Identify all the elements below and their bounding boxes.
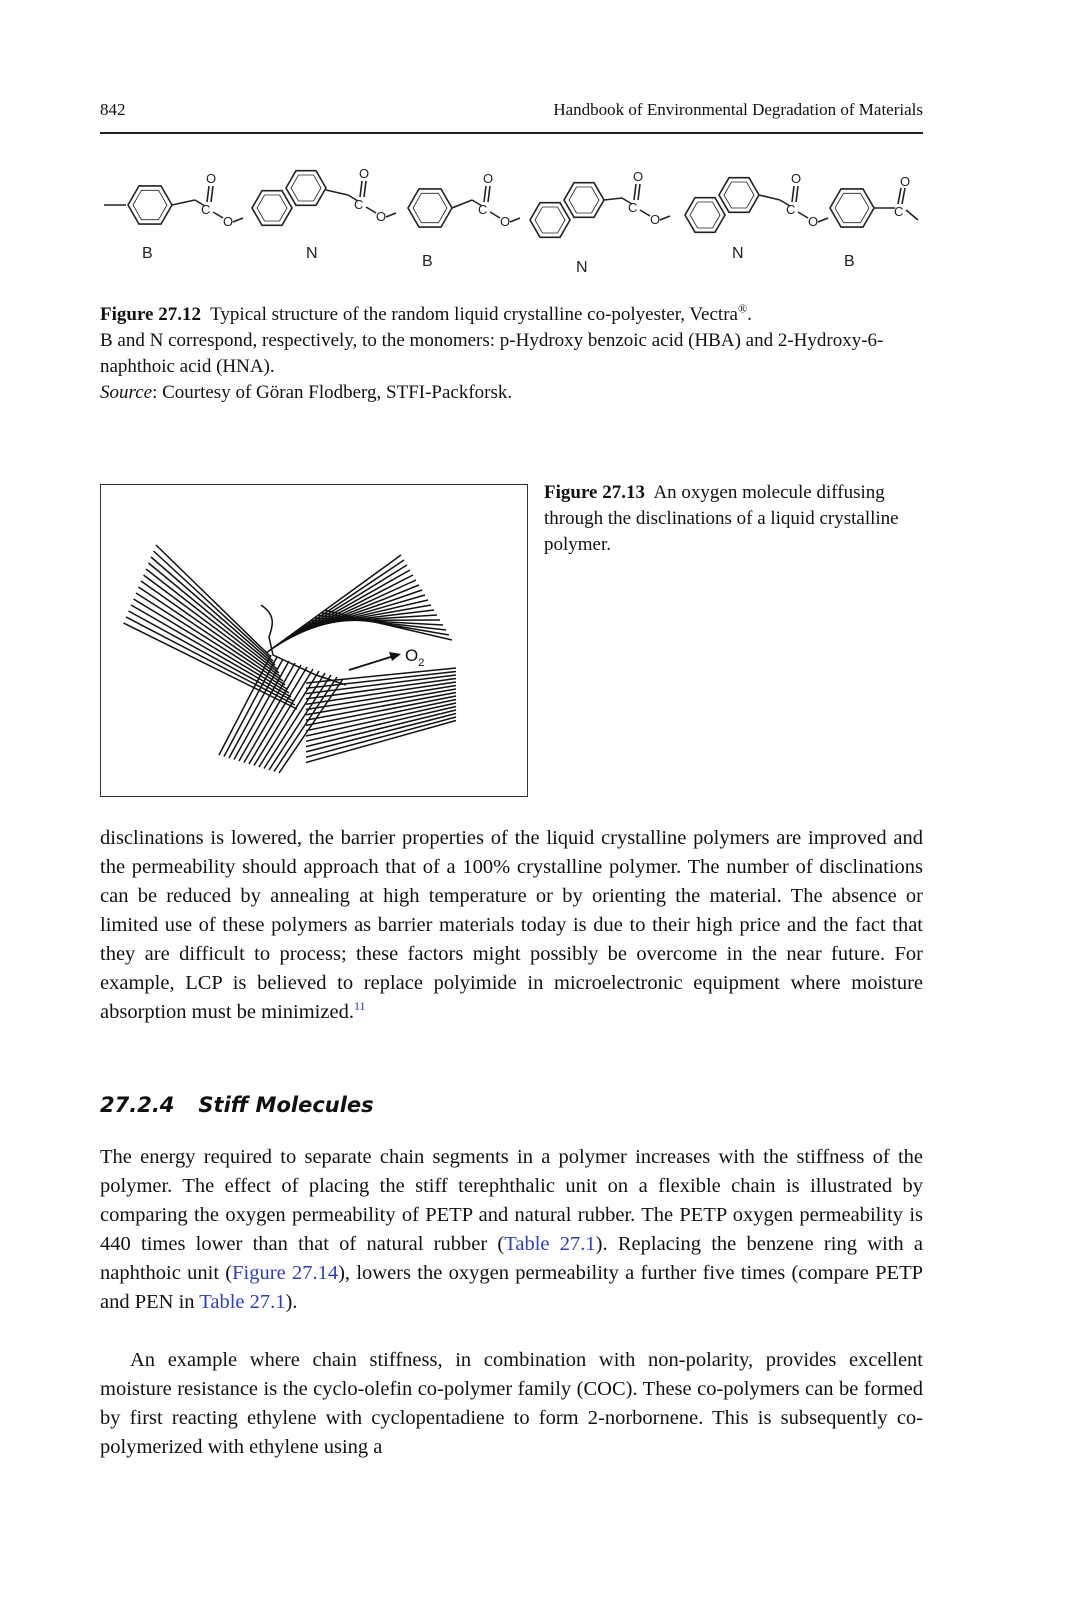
figure-27-13-caption xyxy=(544,480,904,558)
section-number: 27.2.4 xyxy=(100,1093,175,1117)
ester-1-carbonyl-o: O xyxy=(206,171,217,186)
paragraph-2-text-d: ). xyxy=(285,1291,298,1313)
ester-1-ester-o: O xyxy=(223,214,234,229)
reference-11-link[interactable]: 11 xyxy=(353,999,366,1014)
unit-label-5: N xyxy=(732,245,744,262)
figure-27-13-frame xyxy=(100,484,528,797)
paragraph-2-text-a: The energy required to separate chain segments in a polymer increases with the stiffness of the polymer. The effect of placing the stiff terephthalic unit on a flexible chain is illustrated by comparing the oxygen permeability of PETP and natural rubber. The PETP oxygen permeability is 440 times lower than that of natural rubber ( xyxy=(100,1146,923,1255)
unit-label-4: N xyxy=(576,259,588,276)
chain-end xyxy=(906,210,918,220)
ester-5-ester-o: O xyxy=(808,214,819,229)
ester-3-double-bond xyxy=(484,186,486,202)
naphthalene-ring-3b xyxy=(719,178,759,213)
benzene-ring-2 xyxy=(408,189,452,227)
o2-label: $O_2$ xyxy=(405,646,425,669)
ester-5-carbon: C xyxy=(786,202,796,217)
benzene-ring-1 xyxy=(128,186,172,224)
figure-27-14-link[interactable]: Figure 27.14 xyxy=(232,1262,339,1284)
figure-27-13-label: Figure 27.13 xyxy=(544,482,645,503)
paragraph-2 xyxy=(100,1143,923,1317)
ester-3-carbonyl-o: O xyxy=(483,171,494,186)
paragraph-1-text: disclinations is lowered, the barrier properties of the liquid crystalline polymers are improved and the permeability should approach that of a 100% crystalline polymer. The number of disclinations can be reduced by annealing at high temperature or by orienting the material. The absence or limited use of these polymers as barrier materials today is due to their high price and the fact that they are difficult to process; these factors might possibly be overcome in the near future. For example, LCP is believed to replace polyimide in microelectronic equipment where moisture absorption must be minimized. xyxy=(100,827,923,1023)
ester-1-double-bond xyxy=(207,186,209,202)
ester-1-carbon: C xyxy=(201,202,211,217)
terminal-carbon: C xyxy=(894,204,904,219)
ester-4-ester-o: O xyxy=(650,212,661,227)
running-title: Handbook of Environmental Degradation of Materials xyxy=(553,100,923,119)
arrow-head-icon xyxy=(389,652,401,661)
ester-3-carbon: C xyxy=(478,202,488,217)
ester-4-carbonyl-o: O xyxy=(633,169,644,184)
naphthalene-ring-3a xyxy=(685,198,725,233)
disclination-diagram xyxy=(101,485,527,796)
paragraph-2-text-c: ), lowers the oxygen permeability a further five times (compare PETP and PEN in xyxy=(100,1262,924,1313)
unit-label-6: B xyxy=(844,253,855,270)
figure-27-12-text: Typical structure of the random liquid crystalline co-polyester, Vectra xyxy=(210,304,738,325)
figure-27-12-label: Figure 27.12 xyxy=(100,304,201,325)
section-title: Stiff Molecules xyxy=(198,1093,374,1117)
ester-5-carbonyl-o: O xyxy=(791,171,802,186)
ester-4-double-bond xyxy=(634,184,636,200)
naphthalene-ring-1b xyxy=(286,171,326,206)
ester-2-ester-o: O xyxy=(376,209,387,224)
polymer-chain-line xyxy=(151,557,275,665)
page-header xyxy=(100,98,923,134)
registered-mark: ® xyxy=(737,301,748,316)
naphthalene-ring-2a xyxy=(530,203,570,238)
naphthalene-ring-1a xyxy=(252,191,292,226)
polymer-chain-line xyxy=(154,551,274,661)
unit-label-1: B xyxy=(142,245,153,262)
naphthalene-ring-2b xyxy=(564,183,604,218)
ester-3-ester-o: O xyxy=(500,214,511,229)
paragraph-3-text: An example where chain stiffness, in combination with non-polarity, provides excellent moisture resistance is the cyclo-olefin co-polymer family (COC). These co-polymers can be formed by first reacting ethylene with cyclopentadiene to form 2-norbornene. This is subsequently co-polymerized with ethylene using a xyxy=(100,1349,923,1458)
figure-27-13-text: An oxygen molecule diffusing through the disclinations of a liquid crystalline polymer. xyxy=(544,482,899,555)
section-heading xyxy=(100,1093,374,1117)
table-27-1-link-2[interactable]: Table 27.1 xyxy=(199,1291,286,1313)
polymer-chain-line xyxy=(149,563,278,669)
terminal-o: O xyxy=(900,174,911,189)
ester-2-double-bond xyxy=(360,181,362,197)
source-text: : Courtesy of Göran Flodberg, STFI-Packforsk. xyxy=(152,382,513,403)
figure-27-12-line2: B and N correspond, respectively, to the monomers: p-Hydroxy benzoic acid (HBA) and 2-Hydroxy-6-naphthoic acid (HNA). xyxy=(100,330,884,377)
ester-2-carbon: C xyxy=(354,197,364,212)
ester-2-carbonyl-o: O xyxy=(359,166,370,181)
unit-label-2: N xyxy=(306,245,318,262)
table-27-1-link[interactable]: Table 27.1 xyxy=(504,1233,596,1255)
polymer-chain-line xyxy=(306,707,456,742)
figure-27-12-caption: Figure 27.12 Typical structure of the random liquid crystalline co-polyester, Vectra®. B and N correspond, respectively, to the monomers: p-Hydroxy benzoic acid (HBA) and 2-Hydroxy-6-naphthoic acid (HNA). Source: Courtesy of Göran Flodberg, STFI-Packforsk. xyxy=(100,301,884,403)
paragraph-3 xyxy=(100,1346,923,1462)
diffusion-arrow xyxy=(349,655,397,670)
source-label: Source xyxy=(100,382,153,403)
benzene-ring-3 xyxy=(830,189,874,227)
polymer-chain-line xyxy=(156,545,271,657)
polymer-chain-line xyxy=(131,605,291,697)
page-number: 842 xyxy=(100,100,126,119)
ester-4-carbon: C xyxy=(628,200,638,215)
polymer-chain-line xyxy=(312,620,441,621)
unit-label-3: B xyxy=(422,253,433,270)
paragraph-1 xyxy=(100,824,923,1027)
ester-5-double-bond xyxy=(792,186,794,202)
paragraph-2-text-b: ). Replacing the benzene ring with a naphthoic unit ( xyxy=(100,1233,924,1284)
vectra-structure-diagram xyxy=(100,160,930,285)
polymer-chain-line xyxy=(141,581,283,681)
polymer-chain-line xyxy=(306,717,456,757)
polymer-chain-line xyxy=(306,668,456,683)
